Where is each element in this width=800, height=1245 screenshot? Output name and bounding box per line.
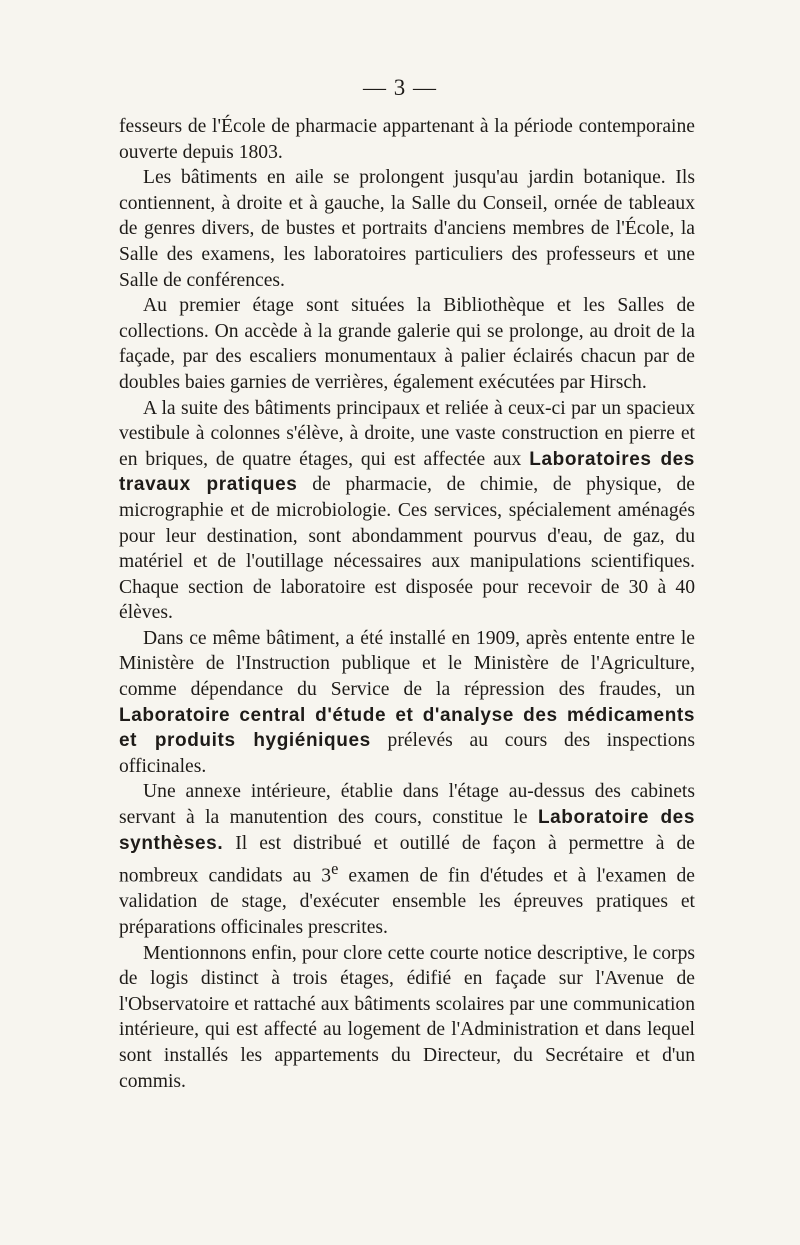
- paragraph-continuation: fesseurs de l'École de pharmacie appartenant à la période contemporaine ouverte depuis 1803.: [119, 116, 695, 163]
- paragraph-text: Dans ce même bâtiment, a été installé en 1909, après entente entre le Ministère de l'Instruction publique et le Ministère de l'Agriculture, comme dépendance du Service de la répression des fraudes, un: [119, 627, 695, 701]
- paragraph-text: prélevés au cours des inspections officinales.: [119, 730, 695, 777]
- paragraph-first-floor: Au premier étage sont situées la Bibliothèque et les Salles de collections. On accède à la grande galerie qui se prolonge, au droit de la façade, par des escaliers monumentaux à palier éclairés chacun par de doubles baies garnies de verrières, également exécutées par Hirsch.: [119, 295, 695, 393]
- bold-heading-practical-labs: Laboratoires des travaux pratiques: [119, 448, 695, 496]
- paragraph-text: A la suite des bâtiments principaux et reliée à ceux-ci par un spacieux vestibule à colonnes s'élève, à droite, une vaste construction en pierre et en briques, de quatre étages, qui est affectée aux: [119, 397, 695, 470]
- paragraph-living-quarters: Mentionnons enfin, pour clore cette courte notice descriptive, le corps de logis distinct à trois étages, édifié en façade sur l'Avenue de l'Observatoire et rattaché aux bâtiments scolaires par une communication intérieure, qui est affecté au logement de l'Administration et dans lequel sont installés les appartements du Directeur, du Secrétaire et d'un commis.: [119, 942, 695, 1092]
- body-text: [119, 114, 695, 1094]
- paragraph-central-lab: [119, 626, 695, 780]
- paragraph-text: examen de fin d'études et à l'examen de validation de stage, d'exécuter ensemble les épreuves pratiques et préparations officinales prescrites.: [119, 865, 695, 938]
- bold-heading-synthesis-lab: Laboratoire des synthèses.: [119, 807, 695, 854]
- page-number: — 3 —: [363, 75, 437, 100]
- paragraph-text: Une annexe intérieure, établie dans l'étage au-dessus des cabinets servant à la manutention des cours, constitue le: [119, 781, 695, 829]
- paragraph-text: de pharmacie, de chimie, de physique, de micrographie et de microbiologie. Ces services, spécialement aménagés pour leur destination, sont abondamment pourvus d'eau, de gaz, du matériel et de l'outillage nécessaires aux manipulations scientifiques. Chaque section de laboratoire est disposée pour recevoir de 30 à 40 élèves.: [119, 474, 696, 624]
- superscript: e: [331, 859, 339, 879]
- bold-heading-central-lab: Laboratoire central d'étude et d'analyse des médicaments et produits hygiéniques: [119, 704, 695, 752]
- paragraph-practical-labs: [119, 396, 695, 626]
- paragraph-text: Il est distribué et outillé de façon à permettre à de nombreux candidats au 3: [119, 832, 695, 887]
- paragraph-wings: Les bâtiments en aile se prolongent jusqu'au jardin botanique. Ils contiennent, à droite et à gauche, la Salle du Conseil, ornée de tableaux de genres divers, de bustes et portraits d'anciens membres de l'École, la Salle des examens, les laboratoires particuliers des professeurs et une Salle de conférences.: [119, 167, 695, 291]
- paragraph-synthesis-lab: [119, 779, 695, 940]
